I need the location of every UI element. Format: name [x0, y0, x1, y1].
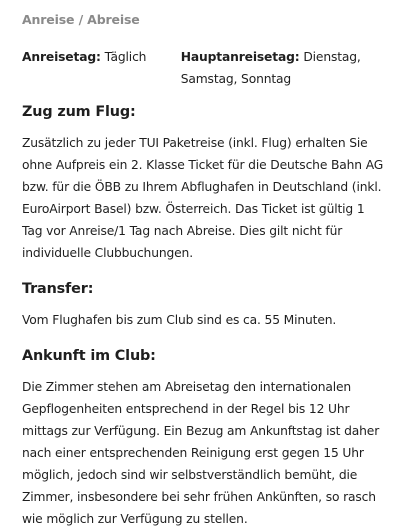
anreisetag-value: Täglich: [104, 50, 147, 64]
transfer-text: Vom Flughafen bis zum Club sind es ca. 55 Minuten.: [22, 313, 337, 327]
arrival-days-row: [22, 46, 384, 90]
ankunft-text: Die Zimmer stehen am Abreisetag den internationalen Gepflogenheiten entsprechend in der Regel bis 12 Uhr mittags zur Verfügung. Ein Bezug am Ankunftstag ist daher nach einer entsprechenden Reinigung erst gegen 15 Uhr möglich, jedoch sind wir selbstverständlich bemüht, die Zimmer, insbesondere bei sehr frühen Ankünften, so rasch wie möglich zur Verfügung zu stellen.: [22, 380, 380, 526]
section-title: Anreise / Abreise: [22, 12, 140, 27]
hauptanreisetag-value: Dienstag, Samstag, Sonntag: [180, 50, 361, 86]
zug-zum-flug-heading: Zug zum Flug:: [22, 104, 136, 120]
anreisetag-label: Anreisetag:: [22, 50, 101, 64]
anreisetag-field: [22, 46, 181, 90]
zug-zum-flug-text: Zusätzlich zu jeder TUI Paketreise (inkl. Flug) erhalten Sie ohne Aufpreis ein 2. Klasse Ticket für die Deutsche Bahn AG bzw. für die ÖBB zu Ihrem Abflughafen in Deutschland (inkl. EuroAirport Basel) bzw. Österreich. Das Ticket ist gültig 1 Tag vor Anreise/1 Tag nach Abreise. Dies gilt nicht für individuelle Clubbuchungen.: [22, 136, 384, 260]
ankunft-heading: Ankunft im Club:: [22, 348, 156, 364]
hauptanreisetag-label: Hauptanreisetag:: [180, 50, 300, 64]
hauptanreisetag-field: [181, 46, 384, 90]
transfer-heading: Transfer:: [22, 281, 94, 297]
